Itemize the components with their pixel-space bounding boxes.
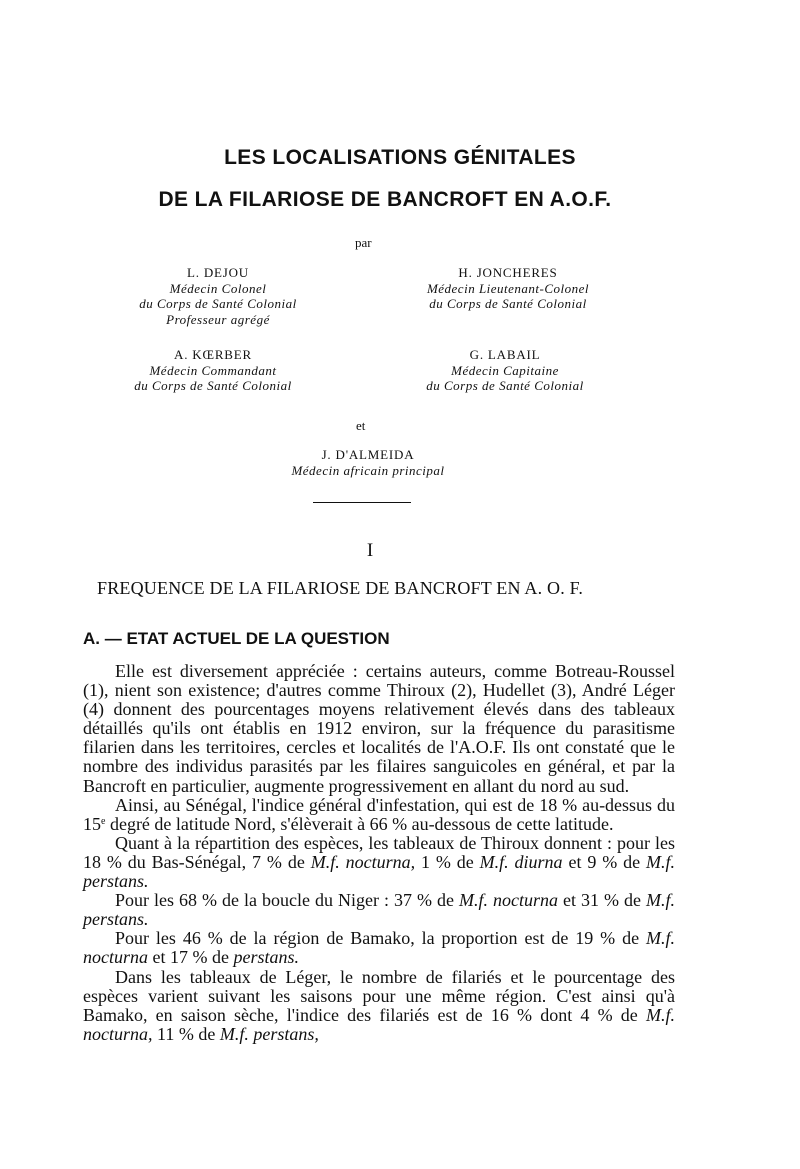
section-number: I (366, 540, 374, 561)
separator-rule (313, 502, 411, 503)
article-title-line-2: DE LA FILARIOSE DE BANCROFT EN A.O.F. (158, 188, 612, 211)
body-text (83, 662, 675, 1044)
author-name: L. DEJOU (186, 265, 249, 280)
article-title-line-1: LES LOCALISATIONS GÉNITALES (224, 146, 576, 169)
author-name: H. JONCHERES (458, 265, 558, 280)
author-block-dejou (118, 265, 318, 327)
author-block-dalmeida (268, 447, 468, 478)
paragraph: Dans les tableaux de Léger, le nombre de filariés et le pourcentage des espèces varient suivant les saisons pour une même région. C'est ainsi qu'à Bamako, en saison sèche, l'indice des filariés est de 16 % dont 4 % de M.f. nocturna, 11 % de M.f. perstans, (83, 966, 675, 1044)
paragraph: Ainsi, au Sénégal, l'indice général d'infestation, qui est de 18 % au-dessus du 15e degré de latitude Nord, s'élèverait à 66 % au-dessous de cette latitude. (83, 794, 675, 834)
author-affiliation: du Corps de Santé Colonial (134, 378, 292, 393)
author-title: Médecin Capitaine (451, 362, 559, 378)
author-name: A. KŒRBER (174, 347, 252, 362)
author-title: Médecin africain principal (291, 462, 445, 478)
author-affiliation: du Corps de Santé Colonial (429, 296, 587, 311)
author-name: G. LABAIL (469, 347, 541, 362)
author-title: Professeur agrégé (166, 311, 270, 327)
author-title: Médecin Lieutenant-Colonel (426, 280, 590, 296)
author-affiliation: du Corps de Santé Colonial (139, 296, 297, 311)
paragraph: Pour les 68 % de la boucle du Niger : 37 % de M.f. nocturna et 31 % de M.f. perstans. (83, 890, 675, 930)
byline-par: par (355, 235, 372, 250)
paragraph: Quant à la répartition des espèces, les tableaux de Thiroux donnent : pour les 18 % du Bas-Sénégal, 7 % de M.f. nocturna, 1 % de M.f. diurna et 9 % de M.f. perstans. (83, 832, 675, 892)
subsection-heading: A. — ETAT ACTUEL DE LA QUESTION (83, 629, 390, 648)
author-block-joncheres (408, 265, 608, 312)
paragraph: Elle est diversement appréciée : certains auteurs, comme Botreau-Roussel (1), nient son existence; d'autres comme Thiroux (2), Hudellet (3), André Léger (4) donnent des pourcentages moyens relativement élevés dans des tableaux détaillés qu'ils ont établis en 1912 environ, sur la fréquence du parasitisme filarien dans les territoires, cercles et localités de l'A.O.F. Ils ont constaté que le nombre des individus parasités par les filaires sanguicoles en général, et par la Bancroft en particulier, augmente progressivement en allant du nord au sud. (83, 661, 675, 796)
byline-et: et (356, 418, 366, 433)
section-title: FREQUENCE DE LA FILARIOSE DE BANCROFT EN A. O. F. (97, 578, 584, 598)
author-title: Médecin Commandant (149, 362, 277, 378)
author-block-labail (405, 347, 605, 394)
paragraph: Pour les 46 % de la région de Bamako, la proportion est de 19 % de M.f. nocturna et 17 % de perstans. (83, 928, 675, 968)
author-title: Médecin Colonel (169, 280, 267, 296)
author-name: J. D'ALMEIDA (321, 447, 415, 462)
author-block-koerber (108, 347, 318, 394)
author-affiliation: du Corps de Santé Colonial (426, 378, 584, 393)
